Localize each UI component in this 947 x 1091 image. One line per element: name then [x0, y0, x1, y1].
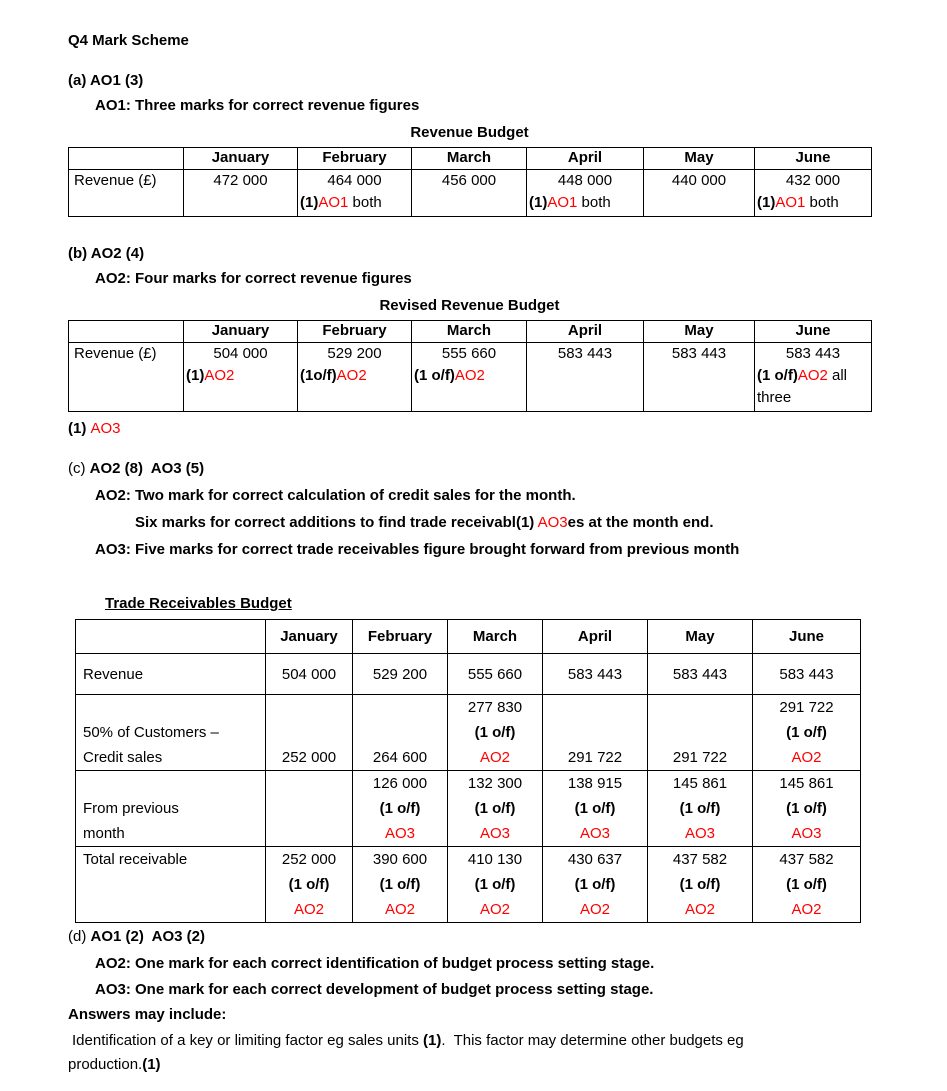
- trade-receivables-table: [75, 619, 861, 923]
- cell-line: [650, 771, 750, 796]
- cell-line: [529, 343, 641, 365]
- answer-text-line-2: [68, 1054, 879, 1076]
- table-cell: [448, 771, 543, 847]
- column-header: June: [755, 321, 872, 343]
- cell-line: [545, 720, 645, 745]
- text-segment: (1): [142, 1056, 161, 1073]
- table-cell: [412, 343, 527, 412]
- table-cell: [448, 654, 543, 695]
- table-cell: [298, 343, 412, 412]
- text-segment: (a) AO1 (3): [68, 72, 144, 89]
- column-header: February: [298, 321, 412, 343]
- section-c-criteria-2: [135, 512, 879, 534]
- cell-line: [414, 365, 524, 387]
- cell-line: [545, 745, 645, 770]
- text-segment: 291 722: [779, 699, 834, 716]
- revised-revenue-budget-title: [68, 295, 871, 317]
- column-header: February: [353, 620, 448, 654]
- text-segment: Revenue: [83, 665, 144, 683]
- table-cell: [266, 695, 353, 771]
- text-segment: AO1: Three marks for correct revenue figures: [95, 97, 420, 114]
- cell-line: [300, 170, 409, 192]
- text-segment: (1 o/f): [757, 367, 798, 384]
- text-segment: 529 200: [372, 665, 428, 683]
- text-segment: 555 660: [467, 665, 523, 683]
- cell-line: [545, 695, 645, 720]
- table-header-row: [76, 620, 861, 654]
- cell-line: [529, 192, 641, 214]
- column-header: [69, 148, 184, 170]
- text-segment: AO3: [579, 825, 610, 842]
- column-header: May: [644, 321, 755, 343]
- section-c-heading: [68, 458, 879, 480]
- text-segment: (1 o/f): [679, 800, 721, 817]
- cell-line: [545, 662, 645, 687]
- cell-line: [545, 872, 645, 897]
- cell-line: [450, 745, 540, 770]
- text-segment: (1 o/f): [574, 800, 616, 817]
- text-segment: 583 443: [557, 345, 613, 362]
- row-label: [76, 654, 266, 695]
- text-segment: 437 582: [672, 851, 728, 868]
- table-cell: [184, 343, 298, 412]
- text-segment: (1 o/f): [786, 724, 827, 741]
- table-cell: [266, 771, 353, 847]
- text-segment: AO2: [791, 901, 822, 918]
- text-segment: 437 582: [779, 851, 834, 868]
- section-c-criteria-1: [95, 485, 879, 507]
- text-segment: AO2: Four marks for correct revenue figures: [95, 270, 412, 287]
- text-segment: AO2: [204, 367, 235, 384]
- cell-line: [650, 796, 750, 821]
- table-cell: [353, 654, 448, 695]
- cell-line: [755, 872, 858, 897]
- text-segment: 504 000: [213, 345, 268, 362]
- cell-line: [545, 821, 645, 846]
- table-row: [69, 343, 872, 412]
- table-row: [76, 654, 861, 695]
- text-segment: production.: [68, 1056, 143, 1073]
- text-segment: AO3: One mark for each correct development of budget process setting stage.: [95, 981, 654, 998]
- column-header: March: [412, 321, 527, 343]
- cell-line: [450, 796, 540, 821]
- table-row: [76, 771, 861, 847]
- cell-line: [450, 847, 540, 872]
- section-a-heading: [68, 70, 879, 92]
- column-header: April: [543, 620, 648, 654]
- cell-line: [450, 821, 540, 846]
- cell-line: [650, 720, 750, 745]
- cell-line: [650, 745, 750, 770]
- row-label: [76, 847, 266, 923]
- table-cell: [266, 654, 353, 695]
- table-row: [76, 847, 861, 923]
- text-segment: (1): [186, 367, 205, 384]
- text-segment: (1 o/f): [679, 876, 721, 893]
- section-d-criteria-2: [95, 979, 879, 1001]
- document-title: [68, 30, 879, 52]
- table-cell: [753, 695, 861, 771]
- text-segment: 504 000: [281, 665, 337, 683]
- text-segment: (1 o/f): [574, 876, 616, 893]
- table-cell: [543, 847, 648, 923]
- cell-line: [300, 365, 409, 387]
- cell-line: [757, 170, 869, 192]
- cell-line: [646, 170, 752, 192]
- section-b-heading: [68, 243, 879, 265]
- table-header-row: [69, 148, 872, 170]
- text-segment: AO2 (8) AO3 (5): [89, 460, 205, 477]
- text-segment: 440 000: [671, 172, 727, 189]
- row-label: Revenue (£): [69, 343, 184, 412]
- cell-line: [83, 745, 263, 770]
- cell-line: [646, 343, 752, 365]
- text-segment: 464 000: [327, 172, 382, 189]
- cell-line: [83, 720, 263, 745]
- cell-line: [545, 771, 645, 796]
- table-cell: [644, 170, 755, 217]
- table-cell: [648, 847, 753, 923]
- text-segment: AO2: [293, 901, 324, 918]
- text-segment: AO2: [336, 367, 367, 384]
- cell-line: [268, 897, 350, 922]
- table-cell: [543, 654, 648, 695]
- column-header: March: [448, 620, 543, 654]
- text-segment: 448 000: [557, 172, 613, 189]
- cell-line: [650, 695, 750, 720]
- cell-line: [268, 662, 350, 687]
- text-segment: AO2: Two mark for correct calculation of credit sales for the month.: [95, 487, 576, 504]
- text-segment: AO2: [479, 901, 510, 918]
- text-segment: Trade Receivables Budget: [105, 595, 292, 612]
- section-c-criteria-3: [95, 539, 879, 561]
- cell-line: [650, 662, 750, 687]
- answer-text-line-1: [72, 1030, 879, 1052]
- text-segment: 583 443: [785, 345, 841, 362]
- cell-line: [268, 821, 350, 846]
- text-segment: Q4 Mark Scheme: [68, 32, 189, 49]
- text-segment: (1 o/f): [474, 876, 516, 893]
- cell-line: [268, 745, 350, 770]
- cell-line: [186, 170, 295, 192]
- section-d-criteria-1: [95, 953, 879, 975]
- cell-line: [755, 720, 858, 745]
- column-header: April: [527, 321, 644, 343]
- cell-line: [355, 771, 445, 796]
- table-cell: [755, 170, 872, 217]
- text-segment: Credit sales: [83, 749, 163, 766]
- cell-line: [755, 662, 858, 687]
- text-segment: 291 722: [672, 749, 728, 766]
- column-header: June: [755, 148, 872, 170]
- table-cell: [753, 654, 861, 695]
- column-header: [69, 321, 184, 343]
- cell-line: [650, 872, 750, 897]
- text-segment: both: [577, 194, 611, 211]
- text-segment: AO3: [791, 825, 822, 842]
- cell-line: [450, 720, 540, 745]
- text-segment: 145 861: [779, 775, 834, 792]
- cell-line: [414, 170, 524, 192]
- text-segment: AO3: [90, 420, 121, 437]
- text-segment: 583 443: [779, 665, 834, 683]
- cell-line: [755, 821, 858, 846]
- column-header: June: [753, 620, 861, 654]
- text-segment: (1 o/f): [288, 876, 330, 893]
- text-segment: (1): [68, 420, 91, 437]
- text-segment: 126 000: [372, 775, 428, 792]
- cell-line: [83, 821, 263, 846]
- table-cell: [353, 771, 448, 847]
- text-segment: (c): [68, 460, 90, 477]
- cell-line: [268, 771, 350, 796]
- text-segment: Revenue Budget: [410, 124, 529, 141]
- text-segment: 277 830: [467, 699, 523, 716]
- text-segment: (1): [529, 194, 548, 211]
- text-segment: AO2: [579, 901, 610, 918]
- text-segment: (b) AO2 (4): [68, 245, 145, 262]
- cell-line: [355, 897, 445, 922]
- text-segment: 264 600: [372, 749, 428, 766]
- column-header: April: [527, 148, 644, 170]
- text-segment: AO1: [318, 194, 349, 211]
- column-header: May: [644, 148, 755, 170]
- column-header: [76, 620, 266, 654]
- cell-line: [757, 387, 869, 409]
- cell-line: [268, 695, 350, 720]
- cell-line: [300, 192, 409, 214]
- table-cell: [527, 170, 644, 217]
- text-segment: AO2: [479, 749, 510, 766]
- text-segment: AO1: [547, 194, 578, 211]
- cell-line: [545, 847, 645, 872]
- row-label: [76, 771, 266, 847]
- cell-line: [529, 170, 641, 192]
- text-segment: all: [827, 367, 848, 384]
- text-segment: (1 o/f): [786, 876, 827, 893]
- cell-line: [268, 720, 350, 745]
- text-segment: (1): [515, 514, 535, 531]
- text-segment: 583 443: [671, 345, 727, 362]
- text-segment: AO2: [384, 901, 415, 918]
- text-segment: AO2: [791, 749, 822, 766]
- column-header: February: [298, 148, 412, 170]
- text-segment: es at the month end.: [567, 514, 714, 531]
- cell-line: [755, 771, 858, 796]
- cell-line: [755, 847, 858, 872]
- cell-line: [83, 662, 263, 687]
- text-segment: AO1 (2) AO3 (2): [90, 928, 205, 945]
- text-segment: Total receivable: [83, 851, 188, 868]
- text-segment: both: [805, 194, 839, 211]
- text-segment: 456 000: [441, 172, 497, 189]
- table-cell: [648, 654, 753, 695]
- text-segment: Answers may include:: [68, 1006, 227, 1023]
- text-segment: AO2: One mark for each correct identification of budget process setting stage.: [95, 955, 655, 972]
- table-cell: [353, 847, 448, 923]
- text-segment: AO3: [534, 514, 568, 531]
- table-cell: [755, 343, 872, 412]
- text-segment: (1 o/f): [379, 876, 421, 893]
- cell-line: [450, 872, 540, 897]
- text-segment: . This factor may determine other budgets eg: [441, 1032, 744, 1049]
- cell-line: [650, 821, 750, 846]
- text-segment: 390 600: [372, 851, 428, 868]
- text-segment: (1 o/f): [474, 800, 516, 817]
- column-header: May: [648, 620, 753, 654]
- cell-line: [650, 897, 750, 922]
- revised-revenue-budget-table: [68, 320, 872, 412]
- cell-line: [186, 343, 295, 365]
- table-cell: [753, 771, 861, 847]
- section-d-heading: [68, 926, 879, 948]
- cell-line: [83, 796, 263, 821]
- cell-line: [450, 662, 540, 687]
- table-row: [69, 170, 872, 217]
- text-segment: (1): [757, 194, 776, 211]
- text-segment: 138 915: [567, 775, 623, 792]
- table-cell: [527, 343, 644, 412]
- table-cell: [448, 847, 543, 923]
- text-segment: 583 443: [567, 665, 623, 683]
- cell-line: [355, 695, 445, 720]
- cell-line: [545, 897, 645, 922]
- cell-line: [755, 897, 858, 922]
- revenue-budget-table: [68, 147, 872, 217]
- text-segment: 583 443: [672, 665, 728, 683]
- table-cell: [644, 343, 755, 412]
- text-segment: both: [348, 194, 382, 211]
- text-segment: (1 o/f): [414, 367, 455, 384]
- revenue-budget-title: [68, 122, 871, 144]
- text-segment: 50% of Customers –: [83, 724, 219, 741]
- text-segment: From previous: [83, 800, 179, 817]
- column-header: January: [184, 321, 298, 343]
- text-segment: (1 o/f): [379, 800, 421, 817]
- text-segment: 410 130: [467, 851, 523, 868]
- column-header: January: [184, 148, 298, 170]
- table-cell: [543, 771, 648, 847]
- text-segment: (1): [423, 1032, 442, 1049]
- table-cell: [298, 170, 412, 217]
- cell-line: [755, 796, 858, 821]
- table-cell: [448, 695, 543, 771]
- cell-line: [83, 771, 263, 796]
- text-segment: 291 722: [567, 749, 623, 766]
- answers-heading: [68, 1004, 879, 1026]
- cell-line: [268, 847, 350, 872]
- text-segment: AO3: [479, 825, 510, 842]
- table-cell: [648, 771, 753, 847]
- text-segment: month: [83, 825, 125, 842]
- text-segment: (d): [68, 928, 91, 945]
- table-cell: [543, 695, 648, 771]
- cell-line: [300, 343, 409, 365]
- cell-line: [355, 662, 445, 687]
- cell-line: [268, 796, 350, 821]
- text-segment: AO1: [775, 194, 806, 211]
- section-a-criteria: [95, 95, 879, 117]
- cell-line: [355, 847, 445, 872]
- text-segment: (1 o/f): [786, 800, 827, 817]
- text-segment: AO2: [684, 901, 715, 918]
- cell-line: [650, 847, 750, 872]
- text-segment: AO3: Five marks for correct trade receivables figure brought forward from previous month: [95, 541, 740, 558]
- cell-line: [268, 872, 350, 897]
- cell-line: [355, 872, 445, 897]
- table-cell: [412, 170, 527, 217]
- cell-line: [757, 192, 869, 214]
- ao3-mark-note: [68, 418, 879, 440]
- cell-line: [83, 847, 263, 872]
- table-cell: [648, 695, 753, 771]
- text-segment: AO3: [684, 825, 715, 842]
- text-segment: 430 637: [567, 851, 623, 868]
- cell-line: [545, 796, 645, 821]
- text-segment: 132 300: [467, 775, 523, 792]
- text-segment: AO2: [454, 367, 485, 384]
- text-segment: Identification of a key or limiting factor eg sales units: [72, 1032, 424, 1049]
- text-segment: 555 660: [441, 345, 497, 362]
- cell-line: [355, 745, 445, 770]
- table-row: [76, 695, 861, 771]
- trade-receivables-budget-title: [105, 593, 879, 615]
- column-header: January: [266, 620, 353, 654]
- cell-line: [355, 821, 445, 846]
- text-segment: 252 000: [281, 851, 337, 868]
- text-segment: three: [757, 389, 792, 406]
- table-cell: [184, 170, 298, 217]
- text-segment: 529 200: [327, 345, 382, 362]
- text-segment: (1o/f): [300, 367, 337, 384]
- text-segment: 252 000: [281, 749, 337, 766]
- text-segment: Revised Revenue Budget: [379, 297, 560, 314]
- cell-line: [450, 897, 540, 922]
- cell-line: [83, 695, 263, 720]
- cell-line: [355, 796, 445, 821]
- text-segment: 145 861: [672, 775, 728, 792]
- cell-line: [186, 365, 295, 387]
- cell-line: [450, 695, 540, 720]
- cell-line: [755, 695, 858, 720]
- text-segment: Six marks for correct additions to find trade receivabl: [135, 514, 516, 531]
- row-label: [76, 695, 266, 771]
- cell-line: [450, 771, 540, 796]
- cell-line: [757, 343, 869, 365]
- table-cell: [353, 695, 448, 771]
- row-label: Revenue (£): [69, 170, 184, 217]
- column-header: March: [412, 148, 527, 170]
- text-segment: AO2: [797, 367, 828, 384]
- text-segment: (1 o/f): [474, 724, 516, 741]
- table-cell: [266, 847, 353, 923]
- text-segment: AO3: [384, 825, 415, 842]
- section-b-criteria: [95, 268, 879, 290]
- text-segment: (1): [300, 194, 319, 211]
- table-header-row: [69, 321, 872, 343]
- cell-line: [414, 343, 524, 365]
- text-segment: 432 000: [785, 172, 841, 189]
- cell-line: [355, 720, 445, 745]
- table-cell: [753, 847, 861, 923]
- cell-line: [757, 365, 869, 387]
- cell-line: [755, 745, 858, 770]
- text-segment: 472 000: [213, 172, 268, 189]
